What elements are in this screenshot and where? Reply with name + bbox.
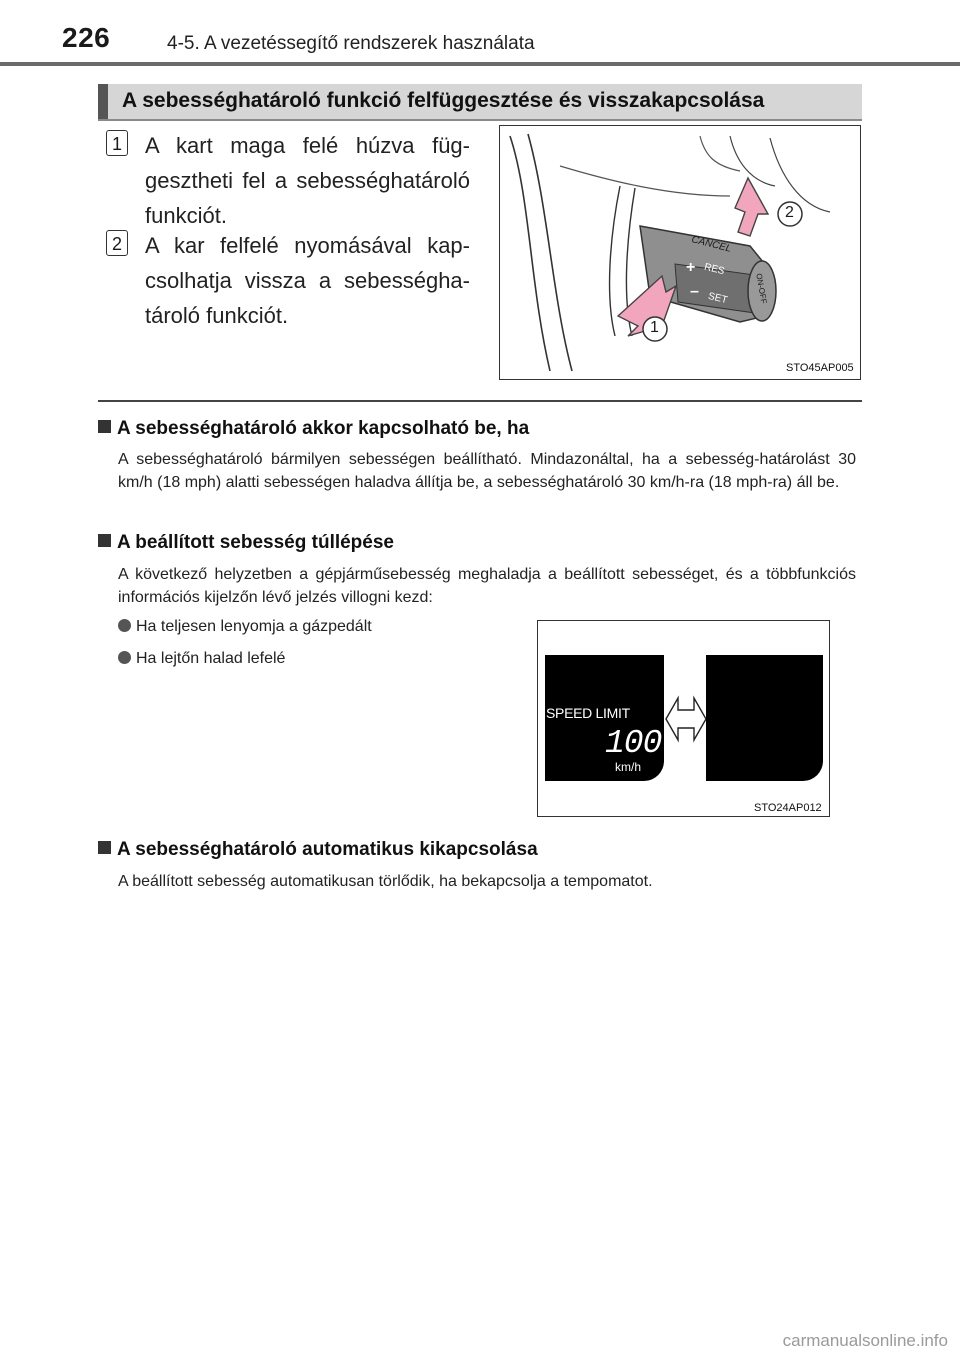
section-title: A sebességhatároló funkció felfüggesztése és visszakapcsolása — [122, 89, 765, 112]
section-banner — [98, 84, 862, 120]
figure-code-lever: STO45AP005 — [786, 362, 854, 374]
double-arrow-icon — [664, 694, 708, 744]
note-heading-2: A beállított sebesség túllépése — [98, 532, 394, 554]
note-heading-3: A sebességhatároló automatikus kikapcsolása — [98, 839, 538, 861]
page-header — [0, 0, 960, 66]
step-text-1: A kart maga felé húzva függesztheti fel a sebességhatároló funkciót. — [145, 133, 470, 228]
circle-bullet-icon — [118, 619, 131, 632]
header-rule — [0, 62, 960, 66]
label-res: RES — [702, 261, 726, 278]
note-heading-1: A sebességhatároló akkor kapcsolható be, ha — [98, 418, 529, 440]
label-minus: – — [690, 283, 699, 300]
speed-limit-label: SPEED LIMIT — [546, 705, 630, 721]
watermark: carmanualsonline.info — [782, 1331, 948, 1350]
note-body-3: A beállított sebesség automatikusan törlődik, ha bekapcsolja a tempomatot. — [118, 873, 653, 890]
speed-unit: km/h — [615, 760, 642, 774]
lever-illustration — [499, 125, 861, 380]
page-number: 226 — [62, 22, 111, 53]
label-cancel: CANCEL — [690, 234, 733, 255]
bullet-item-2: Ha lejtőn halad lefelé — [118, 650, 285, 668]
callout-1: 1 — [650, 319, 659, 336]
display-panel-on — [545, 655, 664, 781]
bullet-item-1: Ha teljesen lenyomja a gázpedált — [118, 618, 372, 636]
speed-value: 100 — [605, 725, 662, 762]
step-number-2: 2 — [106, 230, 128, 256]
square-bullet-icon — [98, 420, 111, 433]
label-set: SET — [706, 290, 729, 307]
circle-bullet-icon — [118, 651, 131, 664]
label-plus: + — [686, 259, 696, 276]
step-number-1: 1 — [106, 130, 128, 156]
figure-code-display: STO24AP012 — [754, 802, 822, 814]
square-bullet-icon — [98, 534, 111, 547]
callout-2: 2 — [785, 204, 794, 221]
note-body-2: A következő helyzetben a gépjárműsebesség meghaladja a beállított sebességet, és a többfunkciós információs kijelzőn lévő jelzés villogni kezd: — [118, 566, 856, 606]
lever-drawing — [500, 126, 860, 378]
step-text-2: A kar felfelé nyomásával kapcsolhatja vissza a sebességhatároló funkciót. — [145, 233, 470, 328]
section-divider — [98, 400, 862, 402]
display-panel-off — [706, 655, 823, 781]
banner-divider — [98, 119, 862, 121]
display-illustration — [537, 620, 830, 817]
chapter-title: 4-5. A vezetéssegítő rendszerek használata — [167, 33, 535, 54]
square-bullet-icon — [98, 841, 111, 854]
label-on-off: ON-OFF — [754, 272, 769, 305]
note-body-1: A sebességhatároló bármilyen sebességen beállítható. Mindazonáltal, ha a sebesség-határolást 30 km/h (18 mph) alatti sebességen haladva állítja be, a sebességhatároló 30 km/h-ra (18 mph-ra) áll be. — [118, 451, 856, 491]
